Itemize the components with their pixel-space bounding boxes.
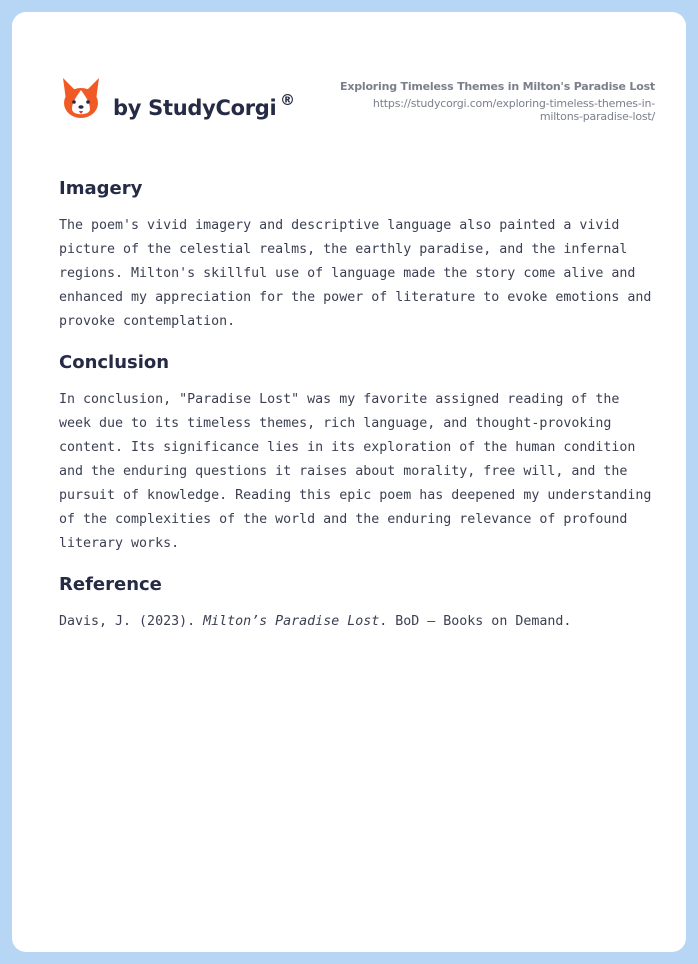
reference-publisher: . BoD – Books on Demand. [379, 614, 572, 629]
section-heading-imagery: Imagery [59, 178, 143, 199]
section-reference [59, 574, 659, 634]
studycorgi-logo[interactable] [60, 76, 310, 124]
document-title: Exploring Timeless Themes in Milton's Paradise Lost [340, 80, 655, 93]
reference-title: Milton’s Paradise Lost [203, 614, 380, 629]
registered-mark: ® [280, 91, 295, 109]
section-body-conclusion: In conclusion, "Paradise Lost" was my favorite assigned reading of the week due to its timeless themes, rich language, and thought-provoking content. Its significance lies in its exploration of the human condition and the enduring questions it raises about morality, free will, and the pursuit of knowledge. Reading this epic poem has deepened my understanding of the complexities of the world and the enduring relevance of profound literary works. [59, 392, 652, 551]
document-page [12, 12, 686, 952]
brand-name: by StudyCorgi [113, 96, 277, 120]
document-url-line-1[interactable]: https://studycorgi.com/exploring-timeless-themes-in- [372, 97, 655, 110]
section-heading-conclusion: Conclusion [59, 352, 170, 373]
section-conclusion [59, 352, 659, 556]
document-url-line-2[interactable]: miltons-paradise-lost/ [539, 110, 655, 123]
section-heading-reference: Reference [59, 574, 162, 595]
essay-content [59, 178, 659, 634]
section-body-imagery: The poem's vivid imagery and descriptive language also painted a vivid picture of the celestial realms, the earthly paradise, and the infernal regions. Milton's skillful use of language made the story come alive and enhanced my appreciation for the power of literature to evoke emotions and provoke contemplation. [59, 218, 652, 329]
corgi-logo-icon [60, 76, 102, 122]
document-meta [325, 80, 655, 123]
document-url[interactable] [325, 97, 655, 123]
section-imagery [59, 178, 659, 334]
reference-author-year: Davis, J. (2023). [59, 614, 204, 629]
reference-entry [59, 610, 659, 634]
page-header [12, 12, 686, 152]
